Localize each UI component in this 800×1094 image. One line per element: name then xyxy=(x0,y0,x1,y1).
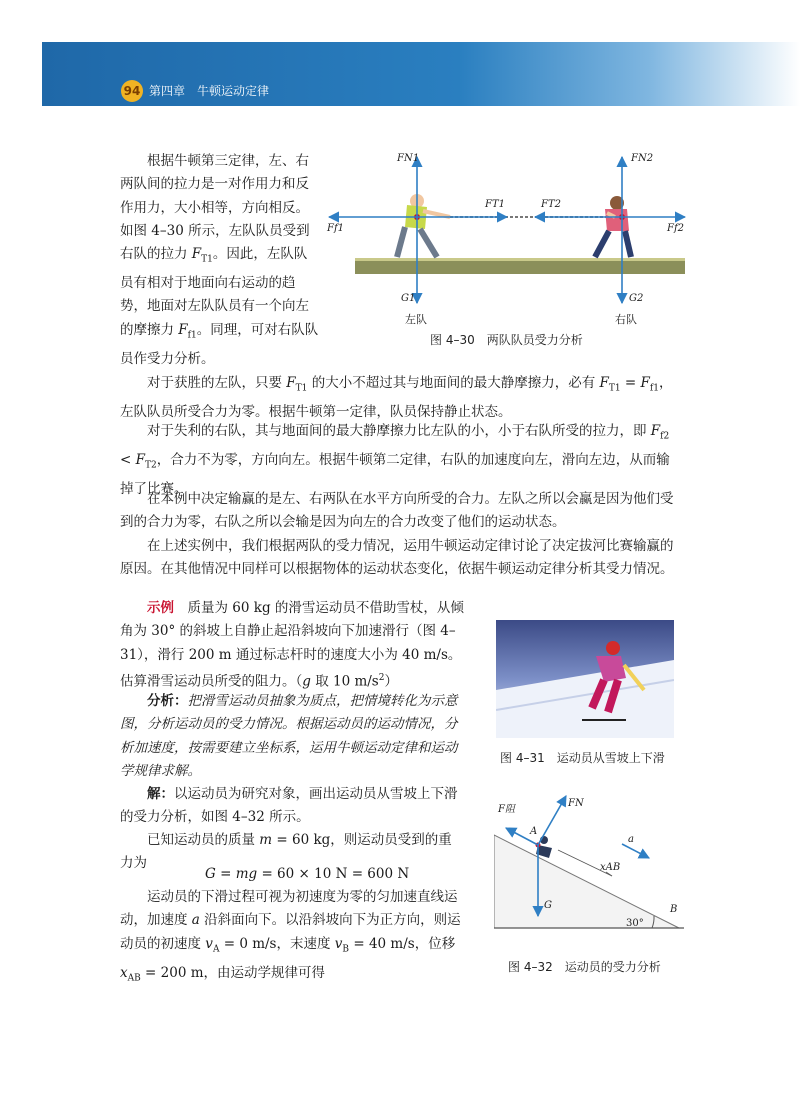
label-left-team: 左队 xyxy=(405,313,427,326)
label-gravity: G xyxy=(544,900,552,911)
analysis-tag: 分析： xyxy=(147,693,188,709)
figure-4-31-caption: 图 4–31 运动员从雪坡上下滑 xyxy=(500,751,665,765)
gravity-equation: G = mg = 60 × 10 N = 600 N xyxy=(205,866,410,882)
label-friction: F阻 xyxy=(498,804,515,815)
paragraph-5: 在上述实例中，我们根据两队的受力情况，运用牛顿运动定律讨论了决定拔河比赛输赢的原因。在其他情况中同样可以根据物体的运动状态变化，依据牛顿运动定律分析其受力情况。 xyxy=(120,538,674,578)
known-values: 已知运动员的质量 m = 60 kg，则运动员受到的重力为 xyxy=(120,832,452,872)
solution-tag: 解： xyxy=(147,786,174,802)
label-fn1: FN1 xyxy=(397,153,420,164)
label-point-b: B xyxy=(670,904,678,915)
solution: 解：以运动员为研究对象，画出运动员从雪坡上下滑的受力分析，如图 4–32 所示。 xyxy=(120,786,458,826)
label-point-a: A xyxy=(530,826,538,837)
right-player xyxy=(595,196,631,257)
label-ff2: Ff2 xyxy=(667,223,685,234)
example-statement: 示例 质量为 60 kg 的滑雪运动员不借助雪杖，从倾角为 30° 的斜坡上自静止起沿斜坡向下加速滑行（图 4–31），滑行 200 m 通过标志杆时的速度大小为 40 m/s。估算滑雪运动员所受的阻力。（g 取 10 $m/s^2$） xyxy=(120,600,464,690)
label-g2: G2 xyxy=(629,293,644,304)
label-acceleration: a xyxy=(628,834,634,845)
page-number: 94 xyxy=(121,80,143,102)
figure-4-30-caption: 图 4–30 两队队员受力分析 xyxy=(430,333,583,347)
kinematics-paragraph: 运动员的下滑过程可视为初速度为零的匀加速直线运动，加速度 a 沿斜面向下。以沿斜坡向下为正方向，则运动员的初速度 $v_A = 0$ m/s，末速度 $v_B = 40$ m/s，位移 $x_{AB} = 200$ m，由运动学规律可得 xyxy=(120,889,461,984)
label-right-team: 右队 xyxy=(615,313,637,326)
label-ff1: Ff1 xyxy=(327,223,345,234)
label-g1: G1 xyxy=(401,293,416,304)
left-player xyxy=(397,194,450,257)
label-displacement: xAB xyxy=(600,862,621,873)
figure-4-30 xyxy=(325,145,690,335)
chapter-title: 第四章 牛顿运动定律 xyxy=(149,84,270,98)
example-tag: 示例 xyxy=(147,600,174,616)
paragraph-2: 对于获胜的左队，只要 $F_{T1}$ 的大小不超过其与地面间的最大静摩擦力，必有 $F_{T1} = F_{f1}$，左队队员所受合力为零。根据牛顿第一定律，队员保持静止状态。 xyxy=(120,375,673,420)
paragraph-3: 对于失利的右队，其与地面间的最大静摩擦力比左队的小，小于右队所受的拉力，即 $F_{f2} < F_{T2}$，合力不为零，方向向左。根据牛顿第二定律，右队的加速度向左，滑向左边，从而输掉了比赛。 xyxy=(120,423,670,497)
label-normal: FN xyxy=(568,798,584,809)
paragraph-1: 根据牛顿第三定律，左、右两队间的拉力是一对作用力和反作用力，大小相等，方向相反。如图 4–30 所示，左队队员受到右队的拉力 $F_{T1}$。因此，左队队员有相对于地面向右运动的趋势，地面对左队队员有一个向左的摩擦力 $F_{f1}$。同理，可对右队队员作受力分析。 xyxy=(120,153,319,367)
paragraph-4: 在本例中决定输赢的是左、右两队在水平方向所受的合力。左队之所以会赢是因为他们受到的合力为零，右队之所以会输是因为向左的合力改变了他们的运动状态。 xyxy=(120,491,674,531)
label-ft2: FT2 xyxy=(541,199,561,210)
figure-4-32 xyxy=(494,790,689,940)
figure-4-31-photo xyxy=(496,620,674,738)
label-angle: 30° xyxy=(626,918,644,929)
figure-4-32-caption: 图 4–32 运动员的受力分析 xyxy=(508,960,661,974)
label-fn2: FN2 xyxy=(631,153,654,164)
label-ft1: FT1 xyxy=(485,199,505,210)
analysis: 分析：把滑雪运动员抽象为质点，把情境转化为示意图，分析运动员的受力情况。根据运动员的运动情况，分析加速度，按需要建立坐标系，运用牛顿运动定律和运动学规律求解。 xyxy=(120,693,458,779)
